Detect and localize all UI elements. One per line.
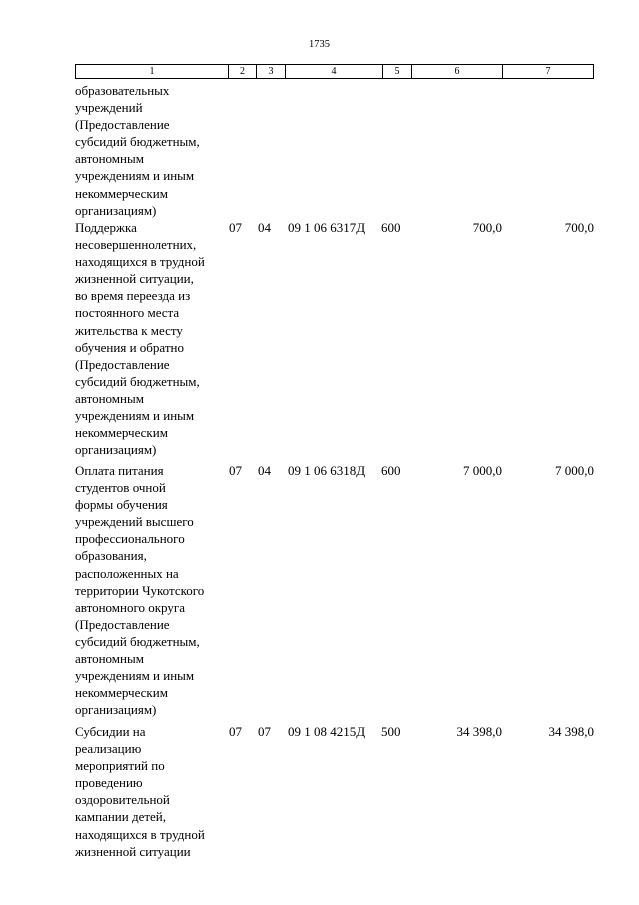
cell-target-code: 09 1 06 6317Д: [288, 220, 366, 235]
cell-amount-1: 7 000,0: [463, 463, 502, 478]
row-name-line: автономным: [75, 390, 144, 406]
row-name-line: некоммерческим: [75, 685, 168, 701]
cell-target-code: 09 1 06 6318Д: [288, 463, 366, 478]
row-name-line: некоммерческим: [75, 425, 168, 441]
row-name-line: образовательных: [75, 83, 170, 98]
row-name-line: учреждений: [75, 100, 143, 116]
row-name-line: субсидий бюджетным,: [75, 134, 200, 150]
row-name-line: автономным: [75, 151, 144, 167]
row-name-line: обучения и обратно: [75, 339, 184, 355]
row-name: [75, 462, 235, 718]
cell-expense-type: 600: [381, 220, 401, 235]
cell-amount-2: 7 000,0: [555, 463, 594, 478]
row-name-line: проведению: [75, 775, 143, 791]
row-name-line: Поддержка: [75, 220, 137, 235]
cell-section: 07: [229, 220, 242, 235]
row-name-line: автономного округа: [75, 599, 185, 615]
row-name: [75, 82, 235, 219]
row-name-line: мероприятий по: [75, 758, 165, 774]
cell-subsection: 04: [258, 463, 271, 478]
row-name-line: находящихся в трудной: [75, 254, 205, 270]
header-col-4: 4: [285, 65, 382, 78]
row-name-line: некоммерческим: [75, 185, 168, 201]
row-name-line: учреждений высшего: [75, 514, 194, 530]
row-name-line: субсидий бюджетным,: [75, 373, 200, 389]
cell-amount-1: 34 398,0: [456, 724, 502, 739]
row-name-line: образования,: [75, 548, 147, 564]
row-name-line: студентов очной: [75, 480, 166, 496]
cell-target-code: 09 1 08 4215Д: [288, 724, 366, 739]
cell-expense-type: 600: [381, 463, 401, 478]
cell-amount-2: 700,0: [564, 220, 594, 235]
cell-amount-1: 700,0: [472, 220, 502, 235]
header-col-6: 6: [411, 65, 502, 78]
row-name-line: оздоровительной: [75, 792, 170, 808]
cell-subsection: 04: [258, 220, 271, 235]
row-name-line: (Предоставление: [75, 616, 170, 632]
row-name-line: учреждениям и иным: [75, 408, 195, 424]
row-name-line: жительства к месту: [75, 322, 183, 338]
row-name-line: формы обучения: [75, 497, 168, 513]
header-col-1: 1: [149, 66, 155, 77]
page-number: 1735: [309, 39, 330, 50]
header-col-2: 2: [228, 65, 256, 78]
row-name-line: организациям): [75, 202, 157, 218]
table-header: [75, 64, 594, 79]
row-name-line: Субсидии на: [75, 724, 146, 739]
cell-amount-2: 34 398,0: [548, 724, 594, 739]
row-name-line: жизненной ситуации: [75, 843, 191, 859]
row-name-line: субсидий бюджетным,: [75, 633, 200, 649]
row-name-line: территории Чукотского: [75, 582, 205, 598]
row-name-line: расположенных на: [75, 565, 179, 581]
row-name: [75, 723, 235, 860]
row-name-line: постоянного места: [75, 305, 180, 321]
cell-section: 07: [229, 463, 242, 478]
row-name-line: кампании детей,: [75, 809, 167, 825]
row-name-line: профессионального: [75, 531, 185, 547]
row-name-line: находящихся в трудной: [75, 826, 205, 842]
header-col-3: 3: [256, 65, 285, 78]
row-name-line: учреждениям и иным: [75, 668, 195, 684]
row-name-line: во время переезда из: [75, 288, 191, 304]
row-name-line: организациям): [75, 442, 157, 458]
row-name: [75, 219, 235, 458]
cell-section: 07: [229, 724, 242, 739]
row-name-line: несовершеннолетних,: [75, 237, 197, 253]
header-col-5: 5: [382, 65, 411, 78]
cell-subsection: 07: [258, 724, 271, 739]
row-name-line: жизненной ситуации,: [75, 271, 194, 287]
row-name-line: (Предоставление: [75, 117, 170, 133]
row-name-line: (Предоставление: [75, 356, 170, 372]
cell-expense-type: 500: [381, 724, 401, 739]
row-name-line: Оплата питания: [75, 463, 164, 478]
row-name-line: организациям): [75, 702, 157, 718]
row-name-line: автономным: [75, 651, 144, 667]
row-name-line: учреждениям и иным: [75, 168, 195, 184]
row-name-line: реализацию: [75, 741, 142, 757]
header-col-7: 7: [502, 65, 593, 78]
